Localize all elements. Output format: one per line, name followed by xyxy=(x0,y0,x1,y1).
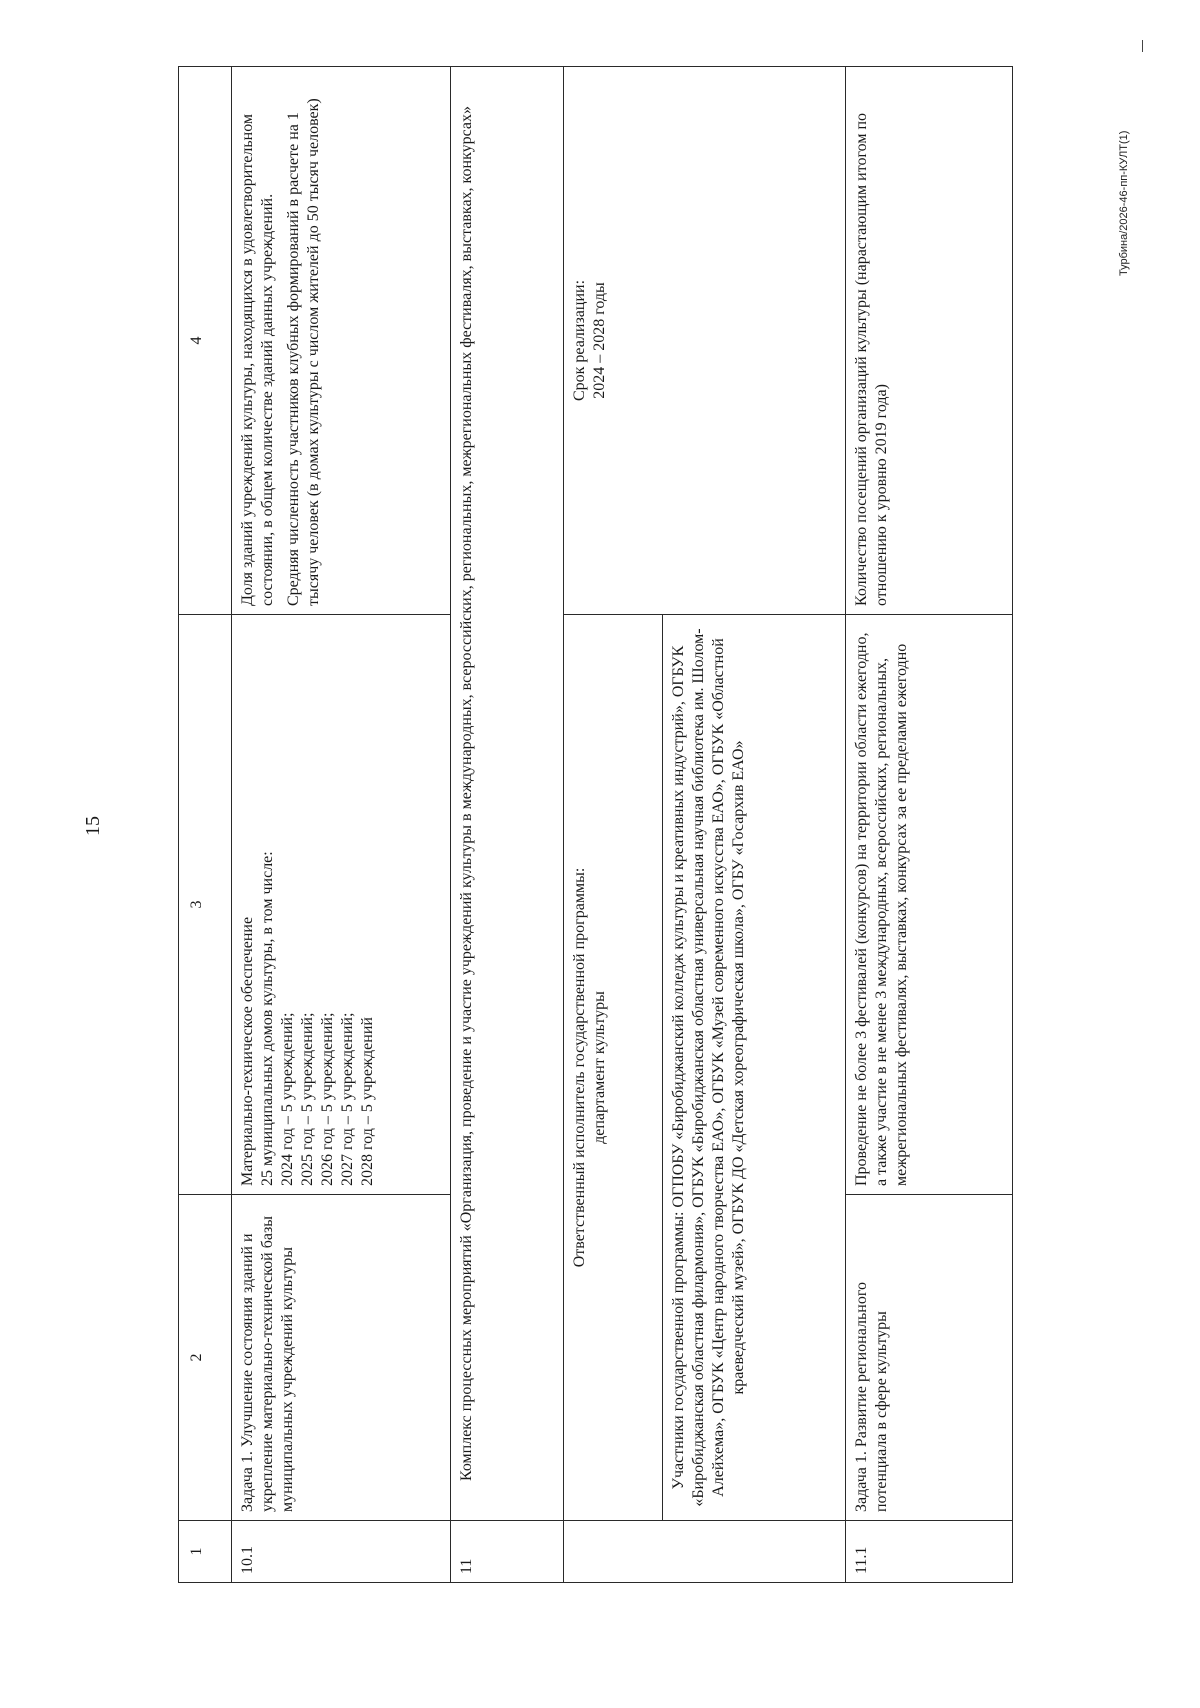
indicator-text: Доля зданий учреждений культуры, находящихся в удовлетворительном состоянии, в общем количестве зданий данных учреждений. xyxy=(239,113,276,606)
term-cell xyxy=(564,67,846,615)
section-title: Комплекс процессных мероприятий «Организация, проведение и участие учреждений культуры в международных, всероссийских, региональных, межрегиональных фестивалях, выставках, конкурсах» xyxy=(451,67,564,1521)
table-row-11-1 xyxy=(846,67,1013,1583)
result-cell xyxy=(232,615,451,1195)
table-row-10-1 xyxy=(232,67,451,1583)
result-line: 2028 год – 5 учреждений xyxy=(359,1017,376,1186)
result-line: Материально-техническое обеспечение xyxy=(239,916,256,1186)
responsible-row xyxy=(564,67,663,1583)
result-line: 2027 год – 5 учреждений; xyxy=(339,1012,356,1186)
edge-mark xyxy=(1142,40,1143,52)
responsible-cell xyxy=(564,615,663,1521)
result-line: 2024 год – 5 учреждений; xyxy=(279,1012,296,1186)
page-number: 15 xyxy=(82,816,104,836)
task-cell: Задача 1. Улучшение состояния зданий и укрепление материально-технической базы муниципальных учреждений культуры xyxy=(232,1195,451,1521)
responsible-label: Ответственный исполнитель государственной программы: xyxy=(571,867,588,1268)
result-line: 25 муниципальных домов культуры, в том числе: xyxy=(259,851,276,1186)
program-table xyxy=(178,66,1013,1583)
indicator-cell xyxy=(232,67,451,615)
term-value: 2024 – 2028 годы xyxy=(591,282,608,399)
responsible-value: департамент культуры xyxy=(591,991,608,1144)
indicator-cell: Количество посещений организаций культуры (нарастающим итогом по отношению к уровню 2019 года) xyxy=(846,67,1013,615)
task-cell: Задача 1. Развитие регионального потенциала в сфере культуры xyxy=(846,1195,1013,1521)
row-number: 11 xyxy=(451,1521,564,1583)
rotated-table-container xyxy=(178,67,1034,1583)
table-header-row xyxy=(179,67,232,1583)
header-col-1: 1 xyxy=(179,1521,232,1583)
indicator-text: Средняя численность участников клубных формирований в расчете на 1 тысячу человек (в домах культуры с числом жителей до 50 тысяч человек) xyxy=(285,98,322,606)
header-col-2: 2 xyxy=(179,1195,232,1521)
document-code: Турбина/2026-46-пп-КУЛТ(1) xyxy=(1118,130,1130,276)
participants-cell: Участники государственной программы: ОГПОБУ «Биробиджанский колледж культуры и креативных индустрий», ОГБУК «Биробиджанская областная филармония», ОГБУК «Биробиджанская областная универсальная научная библиотека им. Шолом-Алейхема», ОГБУК «Центр народного творчества ЕАО», ОГБУК «Музей современного искусства ЕАО», ОГБУК «Областной краеведческий музей», ОГБУК ДО «Детская хореографическая школа», ОГБУ «Госархив ЕАО» xyxy=(663,615,846,1521)
row-number: 10.1 xyxy=(232,1521,451,1583)
result-line: 2025 год – 5 учреждений; xyxy=(299,1012,316,1186)
row-number: 11.1 xyxy=(846,1521,1013,1583)
header-col-4: 4 xyxy=(179,67,232,615)
result-cell: Проведение не более 3 фестивалей (конкурсов) на территории области ежегодно, а также участие в не менее 3 международных, всероссийских, региональных, межрегиональных фестивалях, выставках, конкурсах за ее пределами ежегодно xyxy=(846,615,1013,1195)
term-label: Срок реализации: xyxy=(571,279,588,402)
result-line: 2026 год – 5 учреждений; xyxy=(319,1012,336,1186)
header-col-3: 3 xyxy=(179,615,232,1195)
empty-cell xyxy=(564,1521,846,1583)
table-row-11 xyxy=(451,67,564,1583)
